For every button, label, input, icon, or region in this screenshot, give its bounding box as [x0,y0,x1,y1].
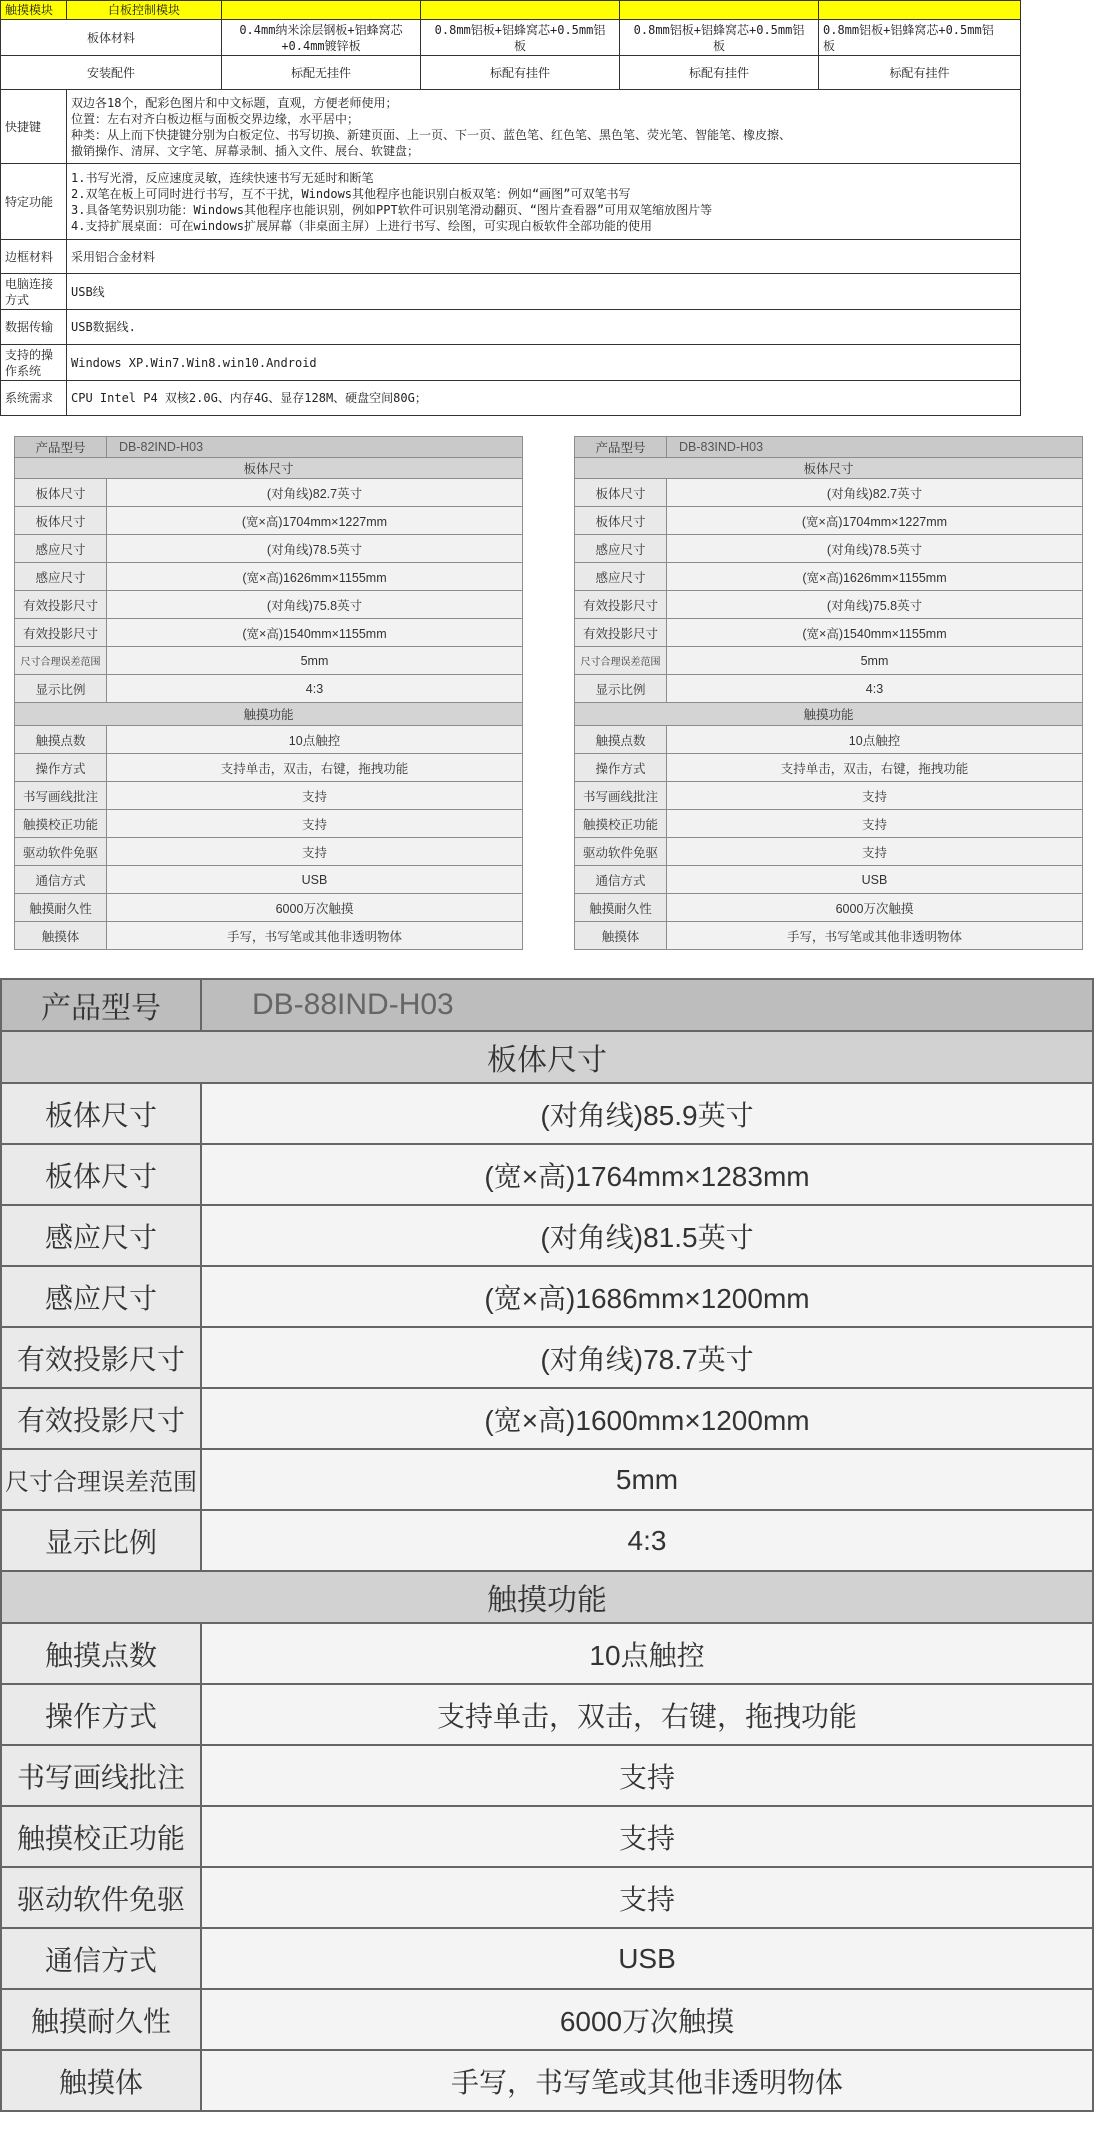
table-row [1,2050,1093,2111]
material-row [1,20,1021,56]
section-board-size [15,458,523,479]
table-row [15,647,523,675]
table-row [15,894,523,922]
table-row [575,619,1083,647]
proj-size-dimensions: (宽×高)1600mm×1200mm [201,1388,1093,1449]
table-row [1,1205,1093,1266]
annotation-label: 书写画线批注 [15,782,107,810]
table-row [575,810,1083,838]
board-size-dimensions: (宽×高)1704mm×1227mm [667,507,1083,535]
accessories-value-1: 标配无挂件 [222,56,421,90]
material-value-2: 0.8mm铝板+铝蜂窝芯+0.5mm铝 板 [421,20,620,56]
medium-value: 手写，书写笔或其他非透明物体 [667,922,1083,950]
table-row [15,838,523,866]
board-size-label: 板体尺寸 [575,507,667,535]
model-value: DB-83IND-H03 [667,437,1083,458]
requirements-row [1,381,1021,416]
driver-label: 驱动软件免驱 [15,838,107,866]
sense-size-label: 感应尺寸 [575,563,667,591]
ratio-label: 显示比例 [575,675,667,703]
operation-value: 支持单击，双击，右键，拖拽功能 [107,754,523,782]
material-value-1: 0.4mm纳米涂层钢板+铝蜂窝芯 +0.4mm镀锌板 [222,20,421,56]
touch-points-label: 触摸点数 [1,1623,201,1684]
table-row [575,647,1083,675]
shortcuts-value: 双边各18个，配彩色图片和中文标题，直观，方便老师使用； 位置：左右对齐白板边框与面板交界边缘，水平居中； 种类：从上而下快捷键分别为白板定位、书写切换、新建页面、上一页、下一页、蓝色笔、红色笔、黑色笔、荧光笔、智能笔、橡皮擦、 撤销操作、清屏、文字笔、屏幕录制、插入文件、展台、软键盘； [67,90,1021,164]
sense-size-diagonal: (对角线)78.5英寸 [107,535,523,563]
board-size-diagonal: (对角线)82.7英寸 [667,479,1083,507]
operation-label: 操作方式 [15,754,107,782]
model-label: 产品型号 [15,437,107,458]
tolerance-label: 尺寸合理误差范围 [575,647,667,675]
operation-label: 操作方式 [1,1684,201,1745]
board-size-label: 板体尺寸 [15,479,107,507]
frame-row [1,240,1021,274]
medium-value: 手写，书写笔或其他非透明物体 [201,2050,1093,2111]
tolerance-value: 5mm [107,647,523,675]
sense-size-dimensions: (宽×高)1626mm×1155mm [107,563,523,591]
touch-points-label: 触摸点数 [575,726,667,754]
durability-value: 6000万次触摸 [201,1989,1093,2050]
table-row [15,591,523,619]
proj-size-label: 有效投影尺寸 [1,1327,201,1388]
driver-label: 驱动软件免驱 [1,1867,201,1928]
spec-table-model-2 [574,436,1083,950]
connection-label: 电脑连接 方式 [1,274,67,310]
table-row [1,1928,1093,1989]
annotation-value: 支持 [107,782,523,810]
calibration-value: 支持 [667,810,1083,838]
proj-size-dimensions: (宽×高)1540mm×1155mm [667,619,1083,647]
table-row [1,1083,1093,1144]
ratio-value: 4:3 [107,675,523,703]
section-title: 触摸功能 [575,703,1083,726]
os-value: Windows XP.Win7.Win8.win10.Android [67,345,1021,381]
proj-size-label: 有效投影尺寸 [15,591,107,619]
annotation-value: 支持 [201,1745,1093,1806]
requirements-label: 系统需求 [1,381,67,416]
shortcuts-label: 快捷键 [1,90,67,164]
table-row [575,894,1083,922]
table-row [15,754,523,782]
accessories-row [1,56,1021,90]
comm-label: 通信方式 [575,866,667,894]
transfer-label: 数据传输 [1,310,67,345]
proj-size-label: 有效投影尺寸 [15,619,107,647]
model-value: DB-88IND-H03 [201,979,1093,1031]
board-size-dimensions: (宽×高)1764mm×1283mm [201,1144,1093,1205]
table-row [575,754,1083,782]
table-row [575,507,1083,535]
sense-size-label: 感应尺寸 [1,1266,201,1327]
table-row [575,726,1083,754]
section-title: 板体尺寸 [1,1031,1093,1083]
comm-value: USB [201,1928,1093,1989]
shortcuts-row [1,90,1021,164]
table-row [15,922,523,950]
requirements-value: CPU Intel P4 双核2.0G、内存4G、显存128M、硬盘空间80G； [67,381,1021,416]
table-row [575,782,1083,810]
driver-value: 支持 [107,838,523,866]
sense-size-label: 感应尺寸 [15,563,107,591]
sense-size-label: 感应尺寸 [1,1205,201,1266]
medium-value: 手写，书写笔或其他非透明物体 [107,922,523,950]
section-title: 触摸功能 [15,703,523,726]
comm-value: USB [667,866,1083,894]
table-row [1,1989,1093,2050]
model-row [1,979,1093,1031]
model-value: DB-82IND-H03 [107,437,523,458]
table-row [575,866,1083,894]
touch-points-value: 10点触控 [667,726,1083,754]
table-row [575,563,1083,591]
annotation-label: 书写画线批注 [575,782,667,810]
annotation-value: 支持 [667,782,1083,810]
table-row [15,535,523,563]
table-row [1,1327,1093,1388]
spec-table-model-1 [14,436,523,950]
table-row [15,563,523,591]
tolerance-value: 5mm [667,647,1083,675]
proj-size-dimensions: (宽×高)1540mm×1155mm [107,619,523,647]
header-whiteboard-module: 白板控制模块 [67,1,222,20]
os-row [1,345,1021,381]
section-title: 板体尺寸 [15,458,523,479]
board-size-label: 板体尺寸 [575,479,667,507]
medium-label: 触摸体 [575,922,667,950]
material-value-4: 0.8mm铝板+铝蜂窝芯+0.5mm铝 板 [819,20,1021,56]
touch-points-label: 触摸点数 [15,726,107,754]
proj-size-diagonal: (对角线)75.8英寸 [107,591,523,619]
operation-label: 操作方式 [575,754,667,782]
sense-size-dimensions: (宽×高)1626mm×1155mm [667,563,1083,591]
table-row [15,619,523,647]
transfer-value: USB数据线. [67,310,1021,345]
header-row [1,1,1021,20]
board-size-diagonal: (对角线)85.9英寸 [201,1083,1093,1144]
table-row [575,838,1083,866]
board-size-label: 板体尺寸 [1,1144,201,1205]
section-touch [15,703,523,726]
board-size-dimensions: (宽×高)1704mm×1227mm [107,507,523,535]
sense-size-label: 感应尺寸 [575,535,667,563]
table-row [15,675,523,703]
model-label: 产品型号 [1,979,201,1031]
model-label: 产品型号 [575,437,667,458]
durability-label: 触摸耐久性 [575,894,667,922]
tolerance-label: 尺寸合理误差范围 [1,1449,201,1510]
sense-size-label: 感应尺寸 [15,535,107,563]
operation-value: 支持单击，双击，右键，拖拽功能 [201,1684,1093,1745]
connection-row [1,274,1021,310]
touch-points-value: 10点触控 [201,1623,1093,1684]
functions-row [1,164,1021,240]
calibration-value: 支持 [201,1806,1093,1867]
section-board-size [575,458,1083,479]
table-row [1,1806,1093,1867]
section-title: 板体尺寸 [575,458,1083,479]
table-row [575,675,1083,703]
proj-size-label: 有效投影尺寸 [1,1388,201,1449]
section-title: 触摸功能 [1,1571,1093,1623]
table-row [15,507,523,535]
section-board-size [1,1031,1093,1083]
comm-value: USB [107,866,523,894]
table-row [15,782,523,810]
connection-value: USB线 [67,274,1021,310]
model-row [15,437,523,458]
spec-table-main [0,0,1021,416]
comm-label: 通信方式 [15,866,107,894]
frame-value: 采用铝合金材料 [67,240,1021,274]
durability-label: 触摸耐久性 [1,1989,201,2050]
durability-label: 触摸耐久性 [15,894,107,922]
table-row [575,922,1083,950]
header-touch-module: 触摸模块 [1,1,67,20]
ratio-label: 显示比例 [1,1510,201,1571]
accessories-value-3: 标配有挂件 [620,56,819,90]
comm-label: 通信方式 [1,1928,201,1989]
driver-value: 支持 [201,1867,1093,1928]
section-touch [575,703,1083,726]
proj-size-label: 有效投影尺寸 [575,591,667,619]
table-row [1,1449,1093,1510]
table-row [1,1388,1093,1449]
table-row [15,866,523,894]
annotation-label: 书写画线批注 [1,1745,201,1806]
calibration-value: 支持 [107,810,523,838]
tolerance-label: 尺寸合理误差范围 [15,647,107,675]
table-row [575,535,1083,563]
functions-value: 1.书写光滑，反应速度灵敏，连续快速书写无延时和断笔 2.双笔在板上可同时进行书写，互不干扰，Windows其他程序也能识别白板双笔：例如“画图”可双笔书写 3.具备笔势识别功能：Windows其他程序也能识别，例如PPT软件可识别笔滑动翻页、“图片查看器”可用双笔缩放图片等 4.支持扩展桌面：可在windows扩展屏幕（非桌面主屏）上进行书写、绘图，可实现白板软件全部功能的使用 [67,164,1021,240]
durability-value: 6000万次触摸 [107,894,523,922]
board-size-label: 板体尺寸 [1,1083,201,1144]
table-row [15,810,523,838]
accessories-label: 安装配件 [1,56,222,90]
material-value-3: 0.8mm铝板+铝蜂窝芯+0.5mm铝 板 [620,20,819,56]
medium-label: 触摸体 [15,922,107,950]
board-size-diagonal: (对角线)82.7英寸 [107,479,523,507]
accessories-value-2: 标配有挂件 [421,56,620,90]
transfer-row [1,310,1021,345]
ratio-value: 4:3 [201,1510,1093,1571]
driver-value: 支持 [667,838,1083,866]
table-row [1,1867,1093,1928]
table-row [1,1144,1093,1205]
proj-size-diagonal: (对角线)75.8英寸 [667,591,1083,619]
calibration-label: 触摸校正功能 [15,810,107,838]
table-row [1,1684,1093,1745]
table-row [1,1623,1093,1684]
tolerance-value: 5mm [201,1449,1093,1510]
accessories-value-4: 标配有挂件 [819,56,1021,90]
sense-size-diagonal: (对角线)81.5英寸 [201,1205,1093,1266]
table-row [1,1745,1093,1806]
ratio-label: 显示比例 [15,675,107,703]
table-row [1,1266,1093,1327]
proj-size-label: 有效投影尺寸 [575,619,667,647]
calibration-label: 触摸校正功能 [1,1806,201,1867]
driver-label: 驱动软件免驱 [575,838,667,866]
sense-size-diagonal: (对角线)78.5英寸 [667,535,1083,563]
sense-size-dimensions: (宽×高)1686mm×1200mm [201,1266,1093,1327]
durability-value: 6000万次触摸 [667,894,1083,922]
ratio-value: 4:3 [667,675,1083,703]
table-row [575,591,1083,619]
functions-label: 特定功能 [1,164,67,240]
model-row [575,437,1083,458]
proj-size-diagonal: (对角线)78.7英寸 [201,1327,1093,1388]
table-row [15,479,523,507]
table-row [1,1510,1093,1571]
section-touch [1,1571,1093,1623]
table-row [575,479,1083,507]
os-label: 支持的操 作系统 [1,345,67,381]
spec-table-model-3 [0,978,1094,2112]
touch-points-value: 10点触控 [107,726,523,754]
board-size-label: 板体尺寸 [15,507,107,535]
calibration-label: 触摸校正功能 [575,810,667,838]
table-row [15,726,523,754]
frame-label: 边框材料 [1,240,67,274]
medium-label: 触摸体 [1,2050,201,2111]
operation-value: 支持单击，双击，右键，拖拽功能 [667,754,1083,782]
material-label: 板体材料 [1,20,222,56]
